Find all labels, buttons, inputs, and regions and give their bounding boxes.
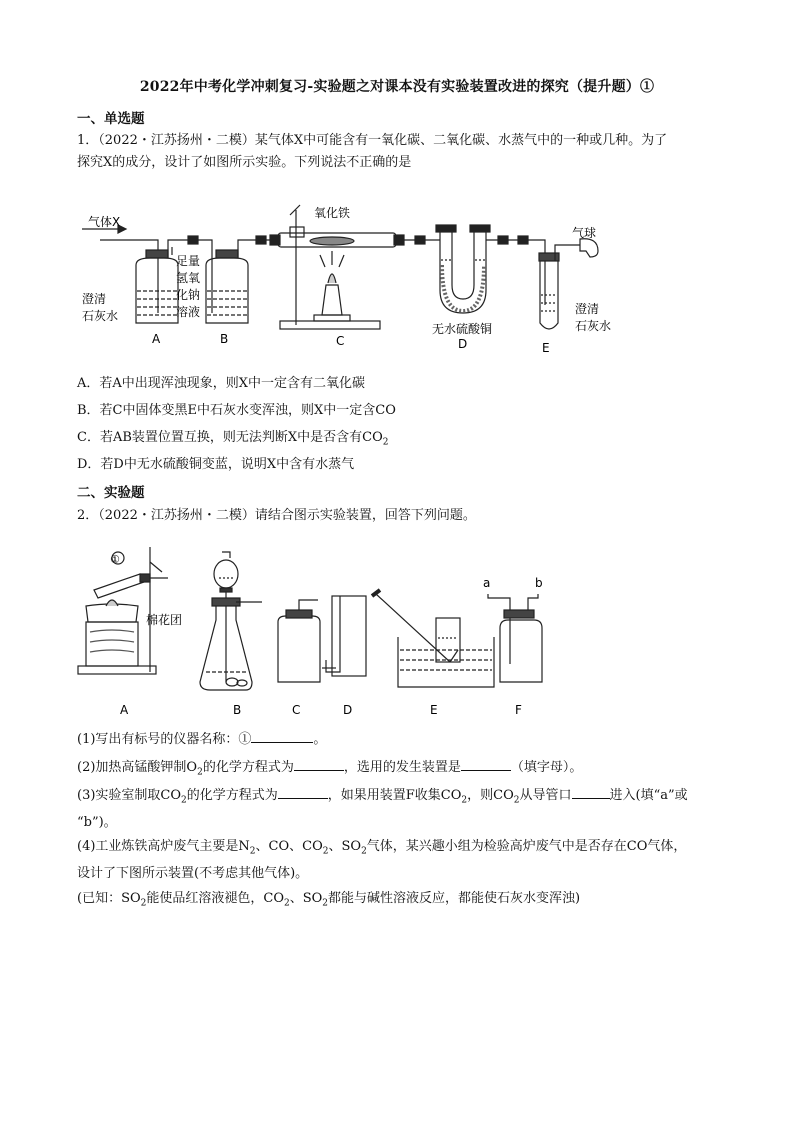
subquestion-1 [77, 728, 727, 751]
blank-3a[interactable] [278, 784, 328, 799]
label-2-c: C [292, 703, 301, 717]
subquestion-4-line-2: 设计了下图所示装置(不考虑其他气体)。 [77, 865, 309, 881]
subquestion-3-mid2: ，如果用装置F收集CO [327, 788, 462, 803]
label-port-a: a [483, 576, 491, 590]
label-2-e: E [430, 703, 438, 717]
question-1-line-1: 1．（2022・江苏扬州・二模）某气体X中可能含有一氧化碳、二氧化碳、水蒸气中的一种或几种。为了 [77, 133, 668, 148]
apparatus-e [372, 590, 494, 687]
label-iron-oxide: 氧化铁 [314, 206, 351, 220]
marker-1: ① [110, 553, 120, 566]
label-e: E [542, 341, 550, 355]
subquestion-3-mid: 的化学方程式为 [186, 788, 278, 803]
page-title: 2022年中考化学冲刺复习-实验题之对课本没有实验装置改进的探究（提升题）① [139, 79, 655, 95]
option-c [77, 426, 388, 448]
option-c-text: C．若AB装置位置互换，则无法判断X中是否含有CO [77, 430, 383, 445]
label-cuso4: 无水硫酸铜 [432, 322, 493, 336]
question-1-line-2: 探究X的成分，设计了如图所示实验。下列说法不正确的是 [77, 155, 412, 170]
option-b: B．若C中固体变黑E中石灰水变浑浊，则X中一定含CO [77, 403, 396, 418]
sub-co2-2: 2 [461, 795, 468, 806]
known-info-b: 、SO [289, 891, 323, 906]
label-d: D [458, 337, 468, 351]
u-tube-d [436, 225, 490, 313]
subquestion-2-text: (2)加热高锰酸钾制O [77, 760, 198, 775]
label-port-b: b [535, 576, 543, 590]
figure-2-apparatus [0, 532, 794, 722]
figure-1-apparatus [0, 195, 794, 365]
option-a: A．若A中出现浑浊现象，则X中一定含有二氧化碳 [77, 376, 366, 391]
section-heading-single-choice: 一、单选题 [77, 111, 145, 127]
sub-so2-1: 2 [361, 846, 367, 857]
known-info-a: 能使品红溶液褪色，CO [146, 891, 284, 906]
subquestion-2 [77, 756, 727, 784]
label-2-b: B [233, 703, 242, 717]
bottle-f [488, 594, 542, 682]
label-naoh-2: 氢氧 [176, 271, 201, 285]
bottle-a [136, 250, 178, 323]
label-cotton: 棉花团 [146, 613, 183, 627]
apparatus-a [78, 547, 168, 674]
sub-o2: 2 [197, 767, 203, 778]
known-info-end: 都能与碱性溶液反应，都能使石灰水变浑浊) [328, 891, 581, 906]
subquestion-4-text: (4)工业炼铁高炉废气主要是N [77, 839, 250, 854]
label-naoh-3: 化钠 [176, 288, 201, 302]
option-d: D．若D中无水硫酸铜变蓝，说明X中含有水蒸气 [77, 457, 355, 472]
subquestion-4-b: 、SO [328, 839, 362, 854]
subquestion-2-end: （填字母）。 [510, 760, 583, 775]
bottle-c [278, 600, 320, 682]
sub-co2-5: 2 [283, 898, 290, 909]
bottle-d [322, 596, 366, 676]
section-heading-experiment: 二、实验题 [77, 485, 145, 501]
label-c: C [336, 334, 345, 348]
label-naoh-4: 溶液 [176, 305, 201, 319]
blank-2b[interactable] [461, 756, 511, 771]
label-a: A [152, 332, 161, 346]
option-c-sub: 2 [382, 437, 389, 448]
known-info-text: (已知：SO [77, 891, 141, 906]
label-limewater-e-1: 澄清 [575, 302, 600, 316]
blank-3b[interactable] [572, 784, 610, 799]
subquestion-3-end: 进入(填“a”或 [609, 788, 688, 803]
subquestion-4-a: 、CO、CO [255, 839, 323, 854]
subquestion-2-mid2: ，选用的发生装置是 [343, 760, 461, 775]
subquestion-3-line-2: “b”)。 [77, 814, 117, 830]
subquestion-3-mid3: ，则CO [467, 788, 514, 803]
subquestion-3-text: (3)实验室制取CO [77, 788, 182, 803]
label-limewater-a-2: 石灰水 [82, 309, 119, 323]
label-b: B [220, 332, 229, 346]
label-2-f: F [515, 703, 522, 717]
subquestion-2-mid: 的化学方程式为 [202, 760, 294, 775]
question-2-stem: 2．（2022・江苏扬州・二模）请结合图示实验装置，回答下列问题。 [77, 508, 476, 523]
label-gas-x: 气体X [88, 215, 121, 229]
subquestion-3 [77, 784, 727, 834]
subquestion-3-mid4: 从导管口 [519, 788, 572, 803]
question-1-stem [77, 130, 727, 174]
subquestion-4 [77, 836, 727, 885]
label-limewater-e-2: 石灰水 [575, 319, 612, 333]
sub-so2-2: 2 [140, 898, 147, 909]
apparatus-c [270, 205, 404, 329]
label-balloon: 气球 [572, 226, 597, 240]
label-limewater-a-1: 澄清 [82, 292, 107, 306]
label-2-d: D [343, 703, 353, 717]
sub-co2-3: 2 [513, 795, 520, 806]
sub-co2-1: 2 [181, 795, 187, 806]
subquestion-4-end: 气体，某兴趣小组为检验高炉废气中是否存在CO气体， [366, 839, 687, 854]
label-2-a: A [120, 703, 129, 717]
sub-co2-4: 2 [322, 846, 329, 857]
label-naoh-1: 足量 [176, 254, 201, 268]
subquestion-1-end: 。 [313, 732, 327, 747]
subquestion-1-text: (1)写出有标号的仪器名称：① [77, 732, 252, 747]
known-info [77, 888, 727, 915]
sub-n2: 2 [249, 846, 256, 857]
blank-1[interactable] [251, 728, 313, 743]
apparatus-b [200, 552, 262, 690]
blank-2a[interactable] [294, 756, 344, 771]
sub-so2-3: 2 [322, 898, 329, 909]
